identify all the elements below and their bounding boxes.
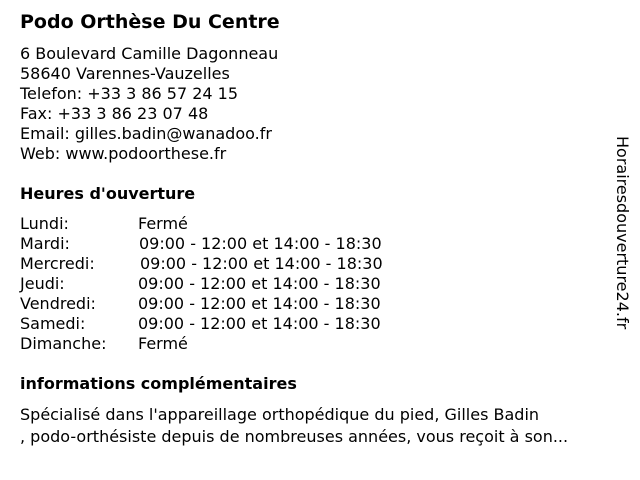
- address-city: 58640 Varennes-Vauzelles: [20, 64, 230, 83]
- day-hours: 09:00 - 12:00 et 14:00 - 18:30: [138, 294, 381, 313]
- additional-info-text: [20, 404, 568, 448]
- website-address: Web: www.podoorthese.fr: [20, 144, 227, 163]
- additional-info-heading: informations complémentaires: [20, 374, 297, 393]
- day-label: Mercredi:: [20, 254, 95, 273]
- email-address: Email: gilles.badin@wanadoo.fr: [20, 124, 272, 143]
- day-hours: 09:00 - 12:00 et 14:00 - 18:30: [139, 234, 382, 253]
- business-name: Podo Orthèse Du Centre: [20, 11, 280, 33]
- day-hours: Fermé: [138, 334, 188, 353]
- opening-hours-heading: Heures d'ouverture: [20, 184, 196, 203]
- fax-number: Fax: +33 3 86 23 07 48: [20, 104, 209, 123]
- address-street: 6 Boulevard Camille Dagonneau: [20, 44, 279, 63]
- day-hours: Fermé: [138, 214, 188, 233]
- day-label: Jeudi:: [20, 274, 65, 293]
- info-line-1: Spécialisé dans l'appareillage orthopédique du pied, Gilles Badin: [20, 405, 540, 424]
- site-watermark: Horairesdouverture24.fr: [613, 136, 632, 330]
- contact-block: [20, 44, 278, 164]
- info-line-2: , podo-orthésiste depuis de nombreuses années, vous reçoit à son...: [20, 427, 569, 446]
- phone-number: Telefon: +33 3 86 57 24 15: [20, 84, 239, 103]
- day-label: Mardi:: [20, 234, 70, 253]
- day-label: Lundi:: [20, 214, 69, 233]
- day-label: Samedi:: [20, 314, 86, 333]
- day-label: Vendredi:: [20, 294, 96, 313]
- day-hours: 09:00 - 12:00 et 14:00 - 18:30: [140, 254, 383, 273]
- day-hours: 09:00 - 12:00 et 14:00 - 18:30: [138, 274, 381, 293]
- day-hours: 09:00 - 12:00 et 14:00 - 18:30: [138, 314, 381, 333]
- day-label: Dimanche:: [20, 334, 107, 353]
